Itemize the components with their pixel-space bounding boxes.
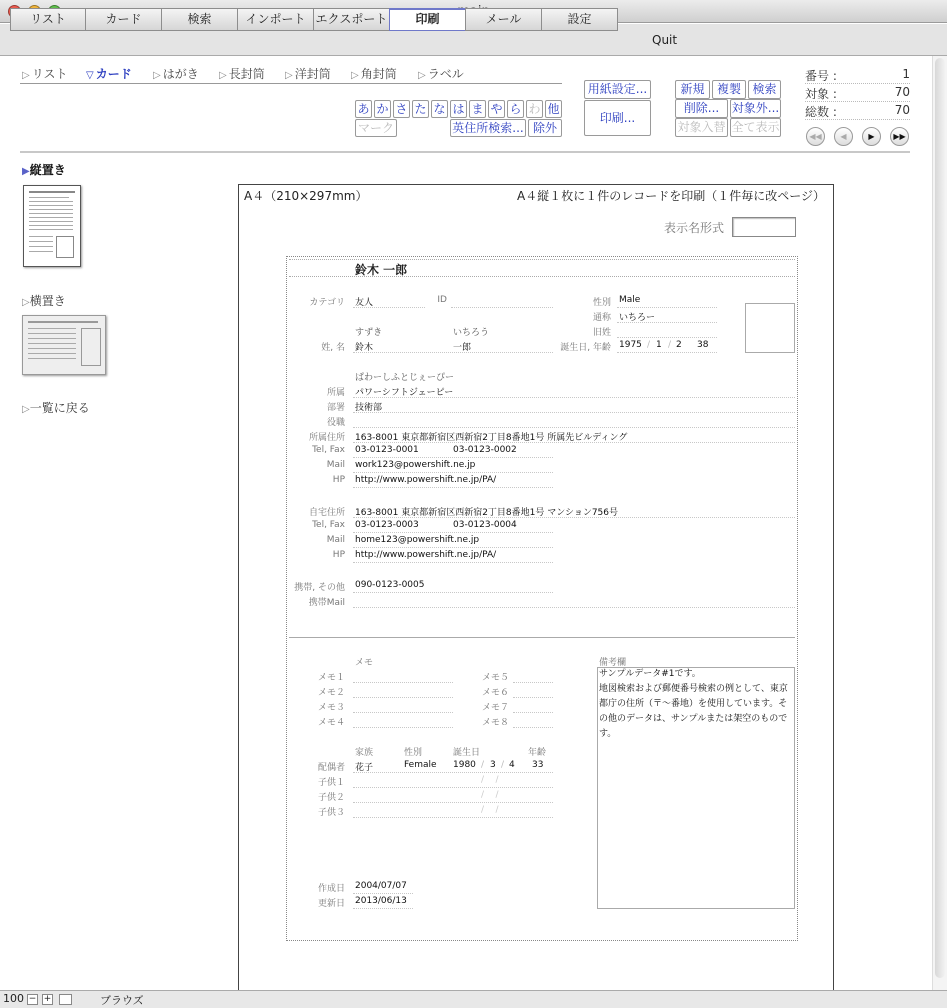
mobile-mail-label: 携帯Mail bbox=[308, 598, 345, 608]
child2-label: 子供２ bbox=[317, 793, 345, 803]
field-underline bbox=[617, 352, 717, 353]
last-name-kana: すずき bbox=[355, 328, 383, 338]
position-label: 役職 bbox=[326, 418, 345, 428]
kana-other-button[interactable]: 他 bbox=[545, 100, 562, 118]
field-underline bbox=[513, 712, 553, 713]
field-underline bbox=[353, 682, 453, 683]
total-count-label: 総数 : bbox=[805, 105, 837, 119]
date-separator: / / bbox=[481, 805, 499, 815]
tab-settings[interactable]: 設定 bbox=[541, 8, 618, 31]
kana-na-button[interactable]: な bbox=[431, 100, 448, 118]
triangle-right-icon: ▷ bbox=[418, 70, 426, 81]
memo5-label: メモ５ bbox=[481, 673, 509, 683]
category-value: 友人 bbox=[355, 298, 374, 308]
triangle-down-icon: ▽ bbox=[86, 70, 94, 81]
sex-label: 性別 bbox=[592, 298, 611, 308]
department-label: 部署 bbox=[326, 403, 345, 413]
field-underline bbox=[617, 307, 717, 308]
nickname-label: 通称 bbox=[592, 313, 611, 323]
tab-mail[interactable]: メール bbox=[465, 8, 542, 31]
name-label: 姓, 名 bbox=[321, 343, 345, 353]
work-tel-label: Tel, Fax bbox=[312, 445, 345, 455]
work-address-value: 163-8001 東京都新宿区西新宿2丁目8番地1号 所属先ビルディング bbox=[355, 433, 628, 443]
tab-import[interactable]: インポート bbox=[237, 8, 314, 31]
field-underline bbox=[353, 787, 553, 788]
kana-ha-button[interactable]: は bbox=[450, 100, 467, 118]
field-underline bbox=[353, 697, 453, 698]
work-hp-label: HP bbox=[332, 475, 345, 485]
birth-year: 1975 bbox=[619, 340, 642, 350]
spouse-birth-month: 3 bbox=[490, 760, 496, 770]
home-mail-value: home123@powershift.ne.jp bbox=[355, 535, 480, 545]
mobile-value: 090-0123-0005 bbox=[355, 580, 425, 590]
target-count-value: 70 bbox=[894, 85, 910, 99]
back-to-list-link[interactable]: ▷一覧に戻る bbox=[22, 401, 90, 415]
notes-value: サンプルデータ#1です。 地図検索および郵便番号検索の例として、東京都庁の住所（〒〜番地）を使用しています。その他のデータは、サンプルまたは架空のものです。 bbox=[599, 669, 788, 739]
card-name: 鈴木 一郎 bbox=[355, 263, 408, 277]
memo-heading: メモ bbox=[355, 658, 374, 668]
delete-button[interactable]: 削除... bbox=[675, 99, 728, 118]
work-fax-value: 03-0123-0002 bbox=[453, 445, 517, 455]
portrait-option[interactable]: ▶縦置き bbox=[22, 163, 66, 177]
field-underline bbox=[353, 427, 795, 428]
field-underline bbox=[353, 307, 425, 308]
counter-divider bbox=[805, 119, 910, 120]
tab-search[interactable]: 検索 bbox=[161, 8, 238, 31]
tab-card[interactable]: カード bbox=[85, 8, 162, 31]
field-underline bbox=[353, 607, 795, 608]
spouse-label: 配偶者 bbox=[317, 763, 345, 773]
date-separator: / bbox=[481, 760, 485, 770]
memo2-label: メモ２ bbox=[317, 688, 345, 698]
work-tel-value: 03-0123-0001 bbox=[355, 445, 419, 455]
mobile-label: 携帯, その他 bbox=[294, 583, 345, 593]
field-underline bbox=[353, 893, 413, 894]
display-name-format-field[interactable] bbox=[732, 217, 796, 237]
landscape-thumbnail[interactable] bbox=[22, 315, 106, 375]
date-separator: / bbox=[647, 340, 651, 350]
kana-sa-button[interactable]: さ bbox=[393, 100, 410, 118]
first-name-kana: いちろう bbox=[453, 328, 490, 338]
memo7-label: メモ７ bbox=[481, 703, 509, 713]
spouse-sex: Female bbox=[404, 760, 437, 770]
duplicate-button[interactable]: 複製 bbox=[712, 80, 746, 99]
record-number-label: 番号 : bbox=[805, 69, 837, 83]
date-separator: / / bbox=[481, 775, 499, 785]
status-bar bbox=[0, 990, 947, 1008]
english-address-search-button[interactable]: 英住所検索... bbox=[450, 119, 526, 137]
subtab-card[interactable]: ▽ カード bbox=[86, 67, 132, 81]
child3-label: 子供３ bbox=[317, 808, 345, 818]
home-hp-value: http://www.powershift.ne.jp/PA/ bbox=[355, 550, 497, 560]
print-button[interactable]: 印刷... bbox=[584, 100, 651, 136]
company-value: パワーシフトジェーピー bbox=[355, 388, 454, 398]
triangle-right-icon: ▷ bbox=[351, 70, 359, 81]
child1-label: 子供１ bbox=[317, 778, 345, 788]
memo4-label: メモ４ bbox=[317, 718, 345, 728]
field-underline bbox=[353, 397, 795, 398]
field-underline bbox=[353, 457, 553, 458]
spouse-name: 花子 bbox=[355, 763, 374, 773]
created-value: 2004/07/07 bbox=[355, 881, 407, 891]
home-address-value: 163-8001 東京都新宿区西新宿2丁目8番地1号 マンション756号 bbox=[355, 508, 619, 518]
tab-export[interactable]: エクスポート bbox=[313, 8, 390, 31]
paper-description: A４縦１枚に１件のレコードを印刷（１件毎に改ページ） bbox=[517, 189, 825, 203]
field-underline bbox=[513, 727, 553, 728]
next-record-icon[interactable]: ▶ bbox=[862, 127, 881, 146]
work-hp-value: http://www.powershift.ne.jp/PA/ bbox=[355, 475, 497, 485]
counter-divider bbox=[805, 101, 910, 102]
family-heading: 家族 bbox=[355, 748, 374, 758]
spouse-age: 33 bbox=[532, 760, 544, 770]
subtab-label[interactable]: ▷ ラベル bbox=[418, 67, 464, 81]
age-value: 38 bbox=[697, 340, 709, 350]
print-preview-page bbox=[238, 184, 834, 1004]
updated-label: 更新日 bbox=[317, 899, 345, 909]
triangle-right-icon: ▷ bbox=[219, 70, 227, 81]
last-record-icon[interactable]: ▶▶ bbox=[890, 127, 909, 146]
record-number-value: 1 bbox=[902, 67, 910, 81]
date-separator: / / bbox=[481, 790, 499, 800]
scrollbar-thumb[interactable] bbox=[935, 58, 945, 978]
id-label: ID bbox=[437, 295, 447, 305]
field-underline bbox=[513, 682, 553, 683]
home-address-label: 自宅住所 bbox=[308, 508, 345, 518]
home-tel-value: 03-0123-0003 bbox=[355, 520, 419, 530]
family-birthday-heading: 誕生日 bbox=[453, 748, 481, 758]
section-divider bbox=[289, 637, 795, 638]
display-name-format-label: 表示名形式 bbox=[664, 221, 725, 235]
subtab-square-envelope[interactable]: ▷ 角封筒 bbox=[351, 67, 397, 81]
triangle-right-icon: ▷ bbox=[22, 70, 30, 81]
kana-ta-button[interactable]: た bbox=[412, 100, 429, 118]
kana-a-button[interactable]: あ bbox=[355, 100, 372, 118]
swap-target-button[interactable]: 対象入替 bbox=[675, 118, 728, 137]
field-underline bbox=[353, 562, 553, 563]
field-underline bbox=[353, 547, 553, 548]
portrait-thumbnail[interactable] bbox=[23, 185, 81, 267]
work-mail-label: Mail bbox=[326, 460, 345, 470]
photo-box bbox=[745, 303, 795, 353]
birth-month: 1 bbox=[656, 340, 662, 350]
total-count-value: 70 bbox=[894, 103, 910, 117]
tab-print[interactable]: 印刷 bbox=[389, 8, 466, 31]
company-kana: ぱわーしふとじぇーぴー bbox=[355, 373, 455, 383]
field-underline bbox=[353, 517, 795, 518]
target-count-label: 対象 : bbox=[805, 87, 837, 101]
date-separator: / bbox=[668, 340, 672, 350]
mode-indicator: ブラウズ bbox=[100, 994, 144, 1007]
date-separator: / bbox=[501, 760, 505, 770]
paper-setup-button[interactable]: 用紙設定... bbox=[584, 80, 651, 99]
kana-ka-button[interactable]: か bbox=[374, 100, 391, 118]
field-underline bbox=[353, 772, 553, 773]
category-label: カテゴリ bbox=[309, 298, 345, 308]
mark-button[interactable]: マーク bbox=[355, 119, 397, 137]
field-underline bbox=[353, 712, 453, 713]
toggle-status-area-icon[interactable] bbox=[59, 994, 72, 1005]
family-sex-heading: 性別 bbox=[404, 748, 423, 758]
vertical-scrollbar[interactable] bbox=[932, 56, 947, 990]
tab-list[interactable]: リスト bbox=[10, 8, 86, 31]
field-underline bbox=[353, 817, 553, 818]
field-underline bbox=[353, 352, 553, 353]
search-button[interactable]: 検索 bbox=[748, 80, 781, 99]
sex-value: Male bbox=[619, 295, 641, 305]
department-value: 技術部 bbox=[355, 403, 383, 413]
triangle-right-icon: ▷ bbox=[22, 404, 30, 415]
first-record-icon[interactable]: ◀◀ bbox=[806, 127, 825, 146]
triangle-right-icon: ▷ bbox=[153, 70, 161, 81]
updated-value: 2013/06/13 bbox=[355, 896, 407, 906]
work-mail-value: work123@powershift.ne.jp bbox=[355, 460, 476, 470]
kana-ma-button[interactable]: ま bbox=[469, 100, 486, 118]
home-fax-value: 03-0123-0004 bbox=[453, 520, 517, 530]
memo1-label: メモ１ bbox=[317, 673, 345, 683]
field-underline bbox=[353, 592, 553, 593]
subtab-divider bbox=[20, 83, 562, 84]
field-underline bbox=[353, 412, 795, 413]
maiden-name-label: 旧姓 bbox=[592, 328, 611, 338]
birthday-label: 誕生日, 年齢 bbox=[560, 343, 611, 353]
first-name-value: 一郎 bbox=[453, 343, 472, 353]
field-underline bbox=[353, 802, 553, 803]
header-divider bbox=[20, 151, 910, 153]
paper-size: A４（210×297mm） bbox=[244, 189, 368, 203]
field-underline bbox=[353, 442, 795, 443]
subtab-postcard[interactable]: ▷ はがき bbox=[153, 67, 199, 81]
company-label: 所属 bbox=[326, 388, 345, 398]
quit-button[interactable]: Quit bbox=[652, 33, 678, 47]
zoom-out-icon[interactable]: − bbox=[28, 994, 37, 1004]
field-underline bbox=[451, 307, 553, 308]
nickname-value: いちろー bbox=[619, 313, 656, 323]
landscape-option[interactable]: ▷横置き bbox=[22, 294, 66, 308]
family-age-heading: 年齢 bbox=[528, 748, 547, 758]
memo6-label: メモ６ bbox=[481, 688, 509, 698]
triangle-right-icon: ▷ bbox=[285, 70, 293, 81]
previous-record-icon[interactable]: ◀ bbox=[834, 127, 853, 146]
new-record-button[interactable]: 新規 bbox=[675, 80, 710, 99]
zoom-level[interactable]: 100 bbox=[3, 992, 24, 1005]
field-underline bbox=[617, 337, 717, 338]
field-underline bbox=[353, 908, 413, 909]
work-address-label: 所属住所 bbox=[308, 433, 345, 443]
memo8-label: メモ８ bbox=[481, 718, 509, 728]
kana-wa-button[interactable]: わ bbox=[526, 100, 543, 118]
subtab-western-envelope[interactable]: ▷ 洋封筒 bbox=[285, 67, 331, 81]
field-underline bbox=[353, 472, 553, 473]
triangle-right-icon: ▶ bbox=[22, 166, 30, 177]
kana-ra-button[interactable]: ら bbox=[507, 100, 524, 118]
subtab-list[interactable]: ▷ リスト bbox=[22, 67, 68, 81]
last-name-value: 鈴木 bbox=[355, 343, 374, 353]
triangle-right-icon: ▷ bbox=[22, 297, 30, 308]
home-hp-label: HP bbox=[332, 550, 345, 560]
subtab-long-envelope[interactable]: ▷ 長封筒 bbox=[219, 67, 265, 81]
notes-label: 備考欄 bbox=[599, 658, 627, 668]
home-mail-label: Mail bbox=[326, 535, 345, 545]
field-underline bbox=[353, 532, 553, 533]
exclude-button[interactable]: 除外 bbox=[528, 119, 562, 137]
out-of-scope-button[interactable]: 対象外... bbox=[730, 99, 781, 118]
spouse-birth-day: 4 bbox=[509, 760, 515, 770]
show-all-button[interactable]: 全て表示 bbox=[730, 118, 781, 137]
kana-ya-button[interactable]: や bbox=[488, 100, 505, 118]
spouse-birth-year: 1980 bbox=[453, 760, 476, 770]
memo3-label: メモ３ bbox=[317, 703, 345, 713]
counter-divider bbox=[805, 83, 910, 84]
created-label: 作成日 bbox=[317, 884, 345, 894]
home-tel-label: Tel, Fax bbox=[312, 520, 345, 530]
field-underline bbox=[353, 727, 453, 728]
zoom-in-icon[interactable]: + bbox=[43, 994, 52, 1004]
card-frame bbox=[286, 256, 798, 941]
field-underline bbox=[353, 487, 553, 488]
birth-day: 2 bbox=[676, 340, 682, 350]
field-underline bbox=[513, 697, 553, 698]
field-underline bbox=[617, 322, 717, 323]
